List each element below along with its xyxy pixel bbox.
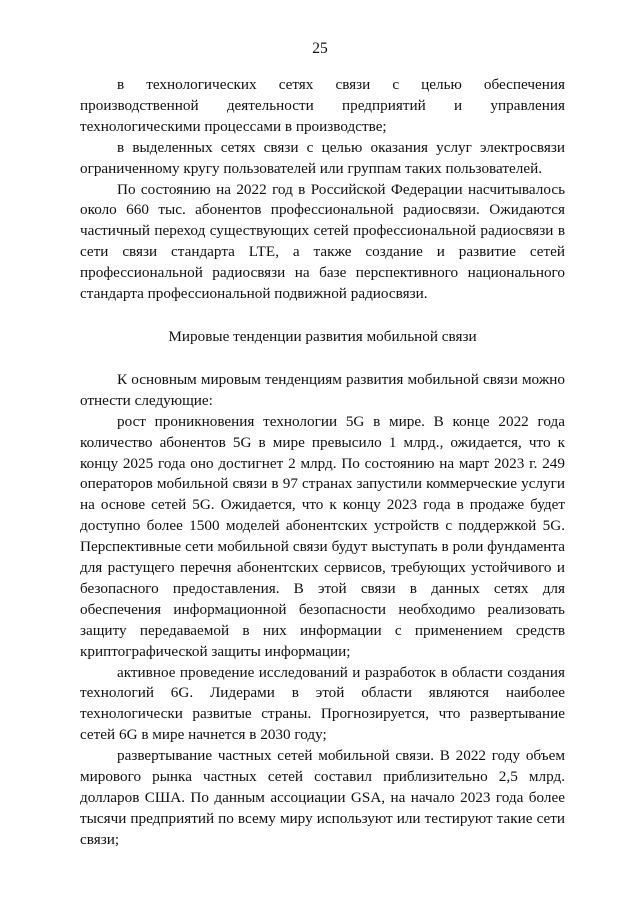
paragraph-private-networks: развертывание частных сетей мобильной связи. В 2022 году объем мирового рынка частных сетей составил приблизительно 2,5 млрд. долларов США. По данным ассоциации GSA, на начало 2023 года более тысячи предприятий по всему миру используют или тестируют такие сети связи;: [80, 747, 565, 848]
paragraph-dedicated-networks: в выделенных сетях связи с целью оказания услуг электросвязи ограниченному кругу пользователей или группам таких пользователей.: [80, 138, 565, 177]
paragraph-trends-intro: К основным мировым тенденциям развития мобильной связи можно отнести следующие:: [80, 370, 565, 409]
document-body: [80, 75, 565, 851]
paragraph-6g-research: активное проведение исследований и разработок в области создания технологий 6G. Лидерами в этой области являются наиболее технологически развитые страны. Прогнозируется, что развертывание сетей 6G в мире начнется в 2030 году;: [80, 663, 565, 744]
paragraph-5g-growth: рост проникновения технологии 5G в мире. В конце 2022 года количество абонентов 5G в мире превысило 1 млрд., ожидается, что к концу 2025 года оно достигнет 2 млрд. По состоянию на март 2023 г. 249 операторов мобильной связи в 97 странах запустили коммерческие услуги на основе сетей 5G. Ожидается, что к концу 2023 года в продаже будет доступно более 1500 моделей абонентских устройств с поддержкой 5G. Перспективные сети мобильной связи будут выступать в роли фундамента для растущего перечня абонентских сервисов, требующих устойчивого и безопасного предоставления. В этой связи в данных сетях для обеспечения информационной безопасности необходимо реализовать защиту передаваемой в них информации с применением средств криптографической защиты информации;: [80, 412, 565, 660]
paragraph-technological-networks: в технологических сетях связи с целью обеспечения производственной деятельности предприятий и управления технологическими процессами в производстве;: [80, 76, 565, 135]
section-heading: Мировые тенденции развития мобильной связи: [168, 327, 477, 345]
paragraph-professional-radio-2022: По состоянию на 2022 год в Российской Федерации насчитывалось около 660 тыс. абонентов профессиональной радиосвязи. Ожидаются частичный переход существующих сетей профессиональной радиосвязи в сети связи стандарта LTE, а также создание и развитие сетей профессиональной радиосвязи на базе перспективного национального стандарта профессиональной подвижной радиосвязи.: [80, 180, 565, 303]
page-number: 25: [312, 40, 328, 57]
